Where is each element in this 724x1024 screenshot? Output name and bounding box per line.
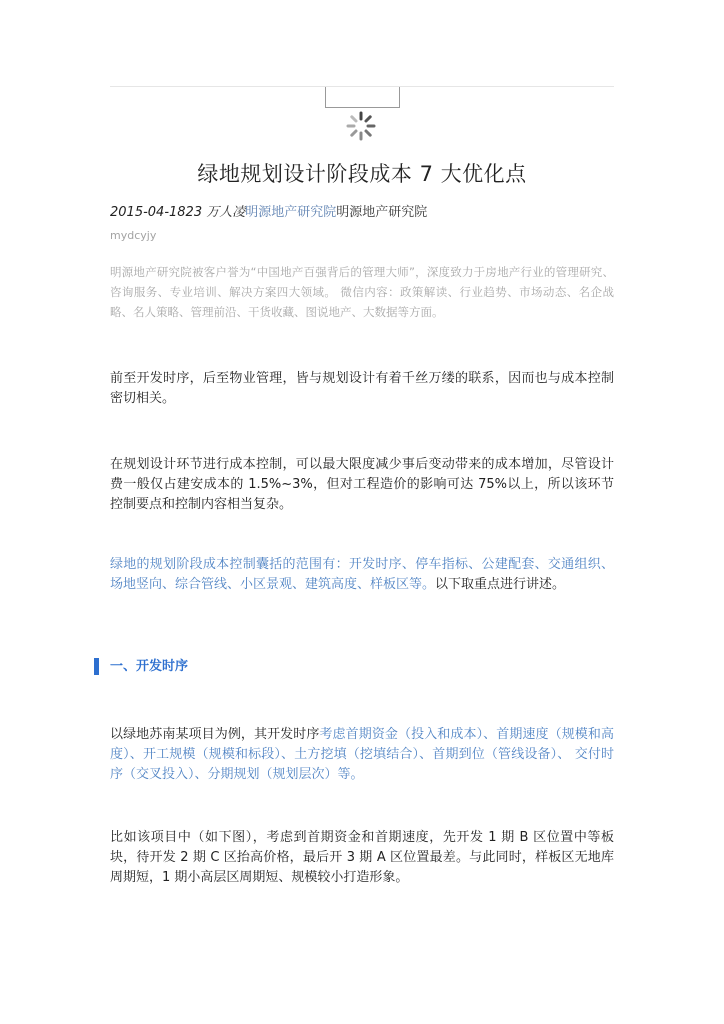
- paragraph-3-highlight: 绿地的规划阶段成本控制囊括的范围有：开发时序、停车指标、公建配套、交通组织、场地竖向、综合管线、小区景观、建筑高度、样板区等。: [110, 557, 614, 592]
- paragraph-5: 比如该项目中（如下图），考虑到首期资金和首期速度，先开发 1 期 B 区位置中等板块，待开发 2 期 C 区抬高价格，最后开 3 期 A 区位置最差。与此同时，样板区无地库周期短，1 期小高层区周期短、规模较小打造形象。: [110, 830, 614, 885]
- paragraph-4-highlight: 考虑首期资金（投入和成本）、首期速度（规模和高度）、开工规模（规模和标段）、土方挖填（挖填结合）、首期到位（管线设备）、 交付时序（交叉投入）、分期规划（规划层次）等。: [110, 727, 614, 782]
- article-meta: [110, 201, 427, 220]
- paragraph-3-rest: 以下取重点进行讲述。: [435, 577, 566, 592]
- section-heading-bar: [94, 658, 99, 675]
- section-heading: 一、开发时序: [110, 659, 189, 674]
- account-name: 明源地产研究院: [336, 205, 428, 220]
- account-id: mydcyjy: [110, 229, 157, 242]
- account-intro: 明源地产研究院被客户誉为“中国地产百强背后的管理大师”，深度致力于房地产行业的管理研究、咨询服务、专业培训、解决方案四大领域。 微信内容：政策解读、行业趋势、市场动态、名企战略、名人策略、管理前沿、干货收藏、图说地产、大数据等方面。: [110, 265, 614, 319]
- loading-spinner-icon: [345, 110, 377, 142]
- paragraph-4: [110, 725, 614, 785]
- account-link[interactable]: 明源地产研究院: [245, 205, 337, 220]
- image-placeholder: [325, 87, 400, 108]
- publish-date: 2015-04-1823: [110, 205, 203, 220]
- paragraph-4-plain: 以绿地苏南某项目为例，其开发时序: [110, 727, 320, 742]
- paragraph-3: [110, 555, 614, 595]
- article-title: 绿地规划设计阶段成本 7 大优化点: [197, 162, 527, 186]
- paragraph-2: 在规划设计环节进行成本控制，可以最大限度减少事后变动带来的成本增加，尽管设计费一般仅占建安成本的 1.5%~3%，但对工程造价的影响可达 75%以上，所以该环节控制要点和控制内容相当复杂。: [110, 457, 614, 512]
- paragraph-1: 前至开发时序，后至物业管理，皆与规划设计有着千丝万缕的联系，因而也与成本控制密切相关。: [110, 371, 614, 406]
- author-name: 万人凌: [206, 205, 246, 220]
